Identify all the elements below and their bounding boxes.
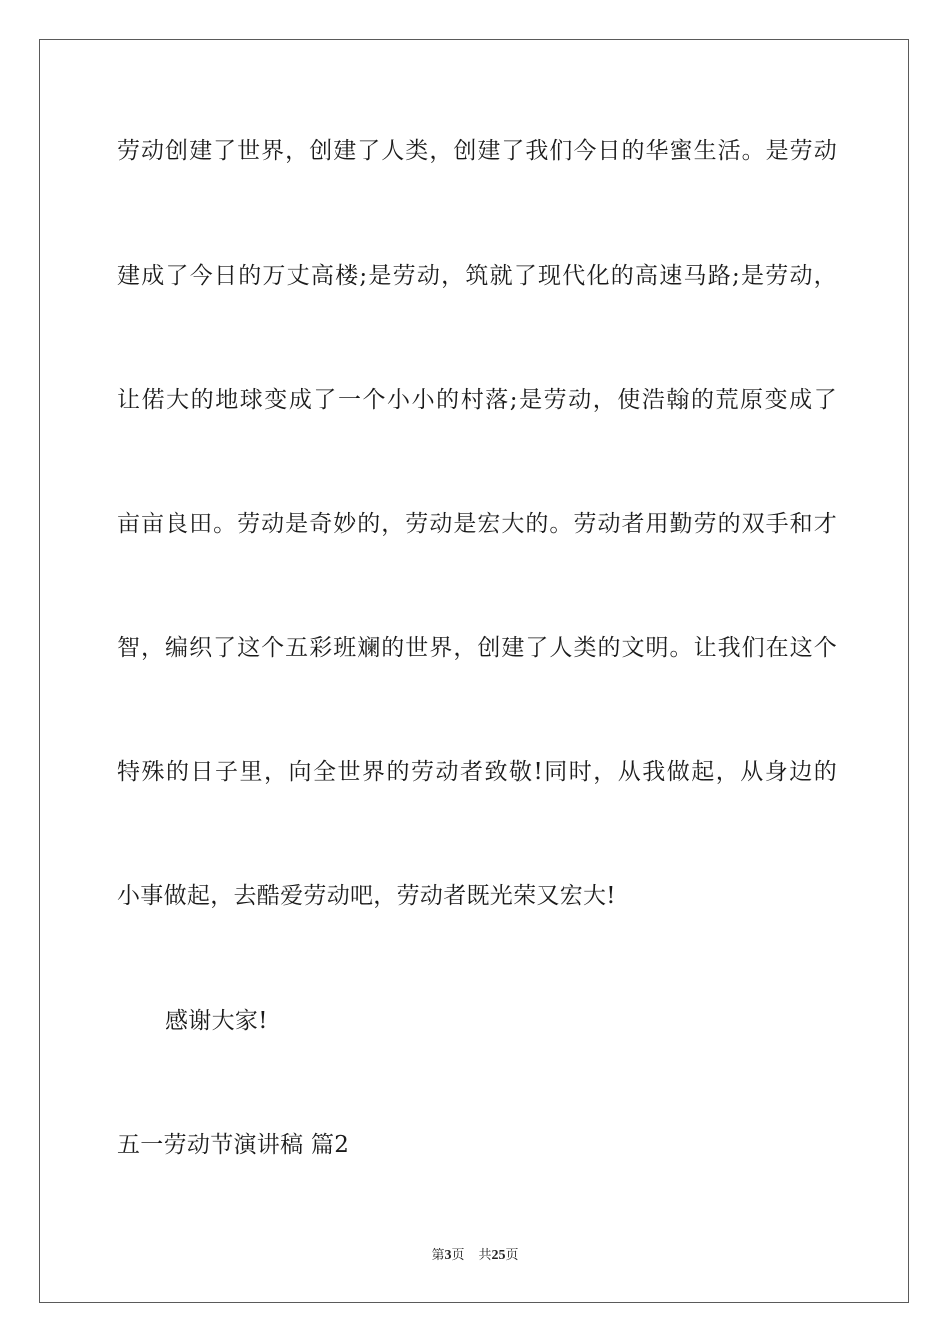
paragraph-line: 智，编织了这个五彩班斓的世界，创建了人类的文明。让我们在这个 [117,635,837,661]
section-title: 五一劳动节演讲稿 篇2 [117,1132,350,1158]
page-border [39,39,909,1303]
paragraph-line: 让偌大的地球变成了一个小小的村落;是劳动，使浩翰的荒原变成了 [117,387,837,413]
paragraph-line: 亩亩良田。劳动是奇妙的，劳动是宏大的。劳动者用勤劳的双手和才 [117,511,837,537]
page-suffix: 页 [451,1248,465,1263]
current-page-number: 3 [444,1248,452,1263]
thanks-line: 感谢大家! [165,1008,268,1034]
page-prefix: 第 [431,1248,445,1263]
total-page-count: 25 [491,1248,506,1263]
paragraph-line: 建成了今日的万丈高楼;是劳动，筑就了现代化的高速马路;是劳动， [117,263,837,289]
paragraph-line: 小事做起，去酷爱劳动吧，劳动者既光荣又宏大! [117,883,616,909]
page-footer [0,1246,950,1266]
total-suffix: 页 [505,1248,519,1263]
total-prefix: 共 [478,1248,492,1263]
paragraph-line: 特殊的日子里，向全世界的劳动者致敬!同时，从我做起，从身边的 [117,759,837,785]
paragraph-line: 劳动创建了世界，创建了人类，创建了我们今日的华蜜生活。是劳动 [117,138,837,164]
